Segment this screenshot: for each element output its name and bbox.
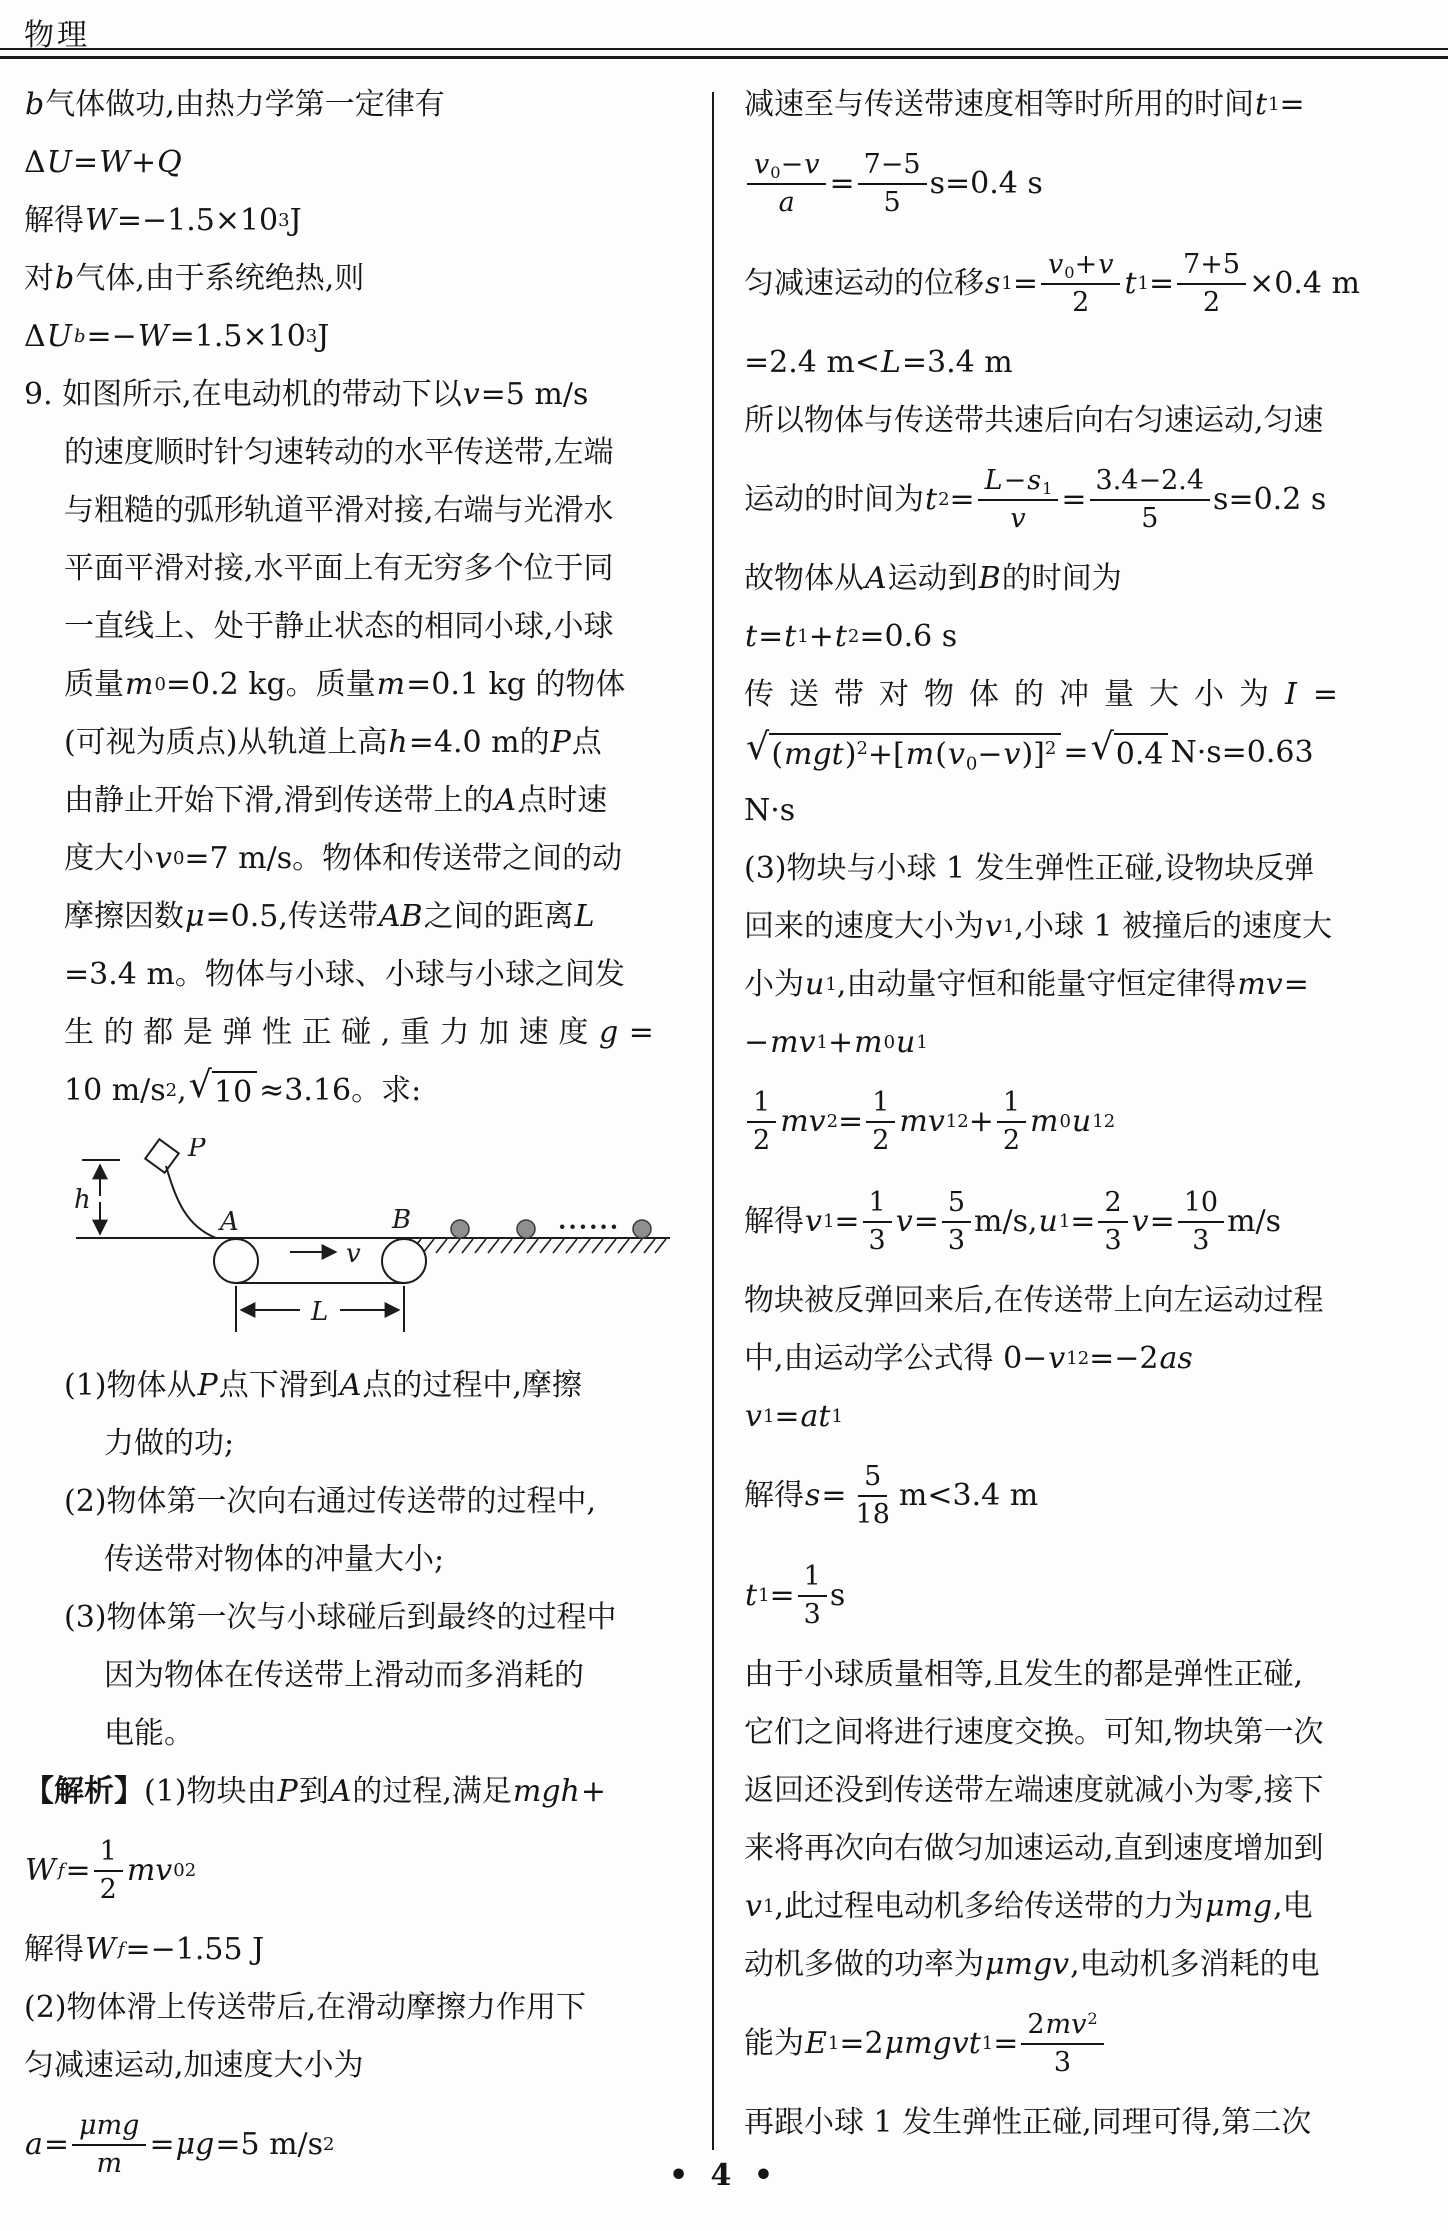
text-line: Δ U = W + Q — [24, 145, 182, 180]
fraction: $\frac{10}{3}$ — [1178, 1189, 1224, 1256]
text-line: 小为 u 1 ,由动量守恒和能量守恒定律得 mv = — [744, 967, 1309, 1002]
fraction: $\frac{3.4-2.4}{5}$ — [1090, 467, 1211, 534]
text-line: 【解析】 (1)物块由 P 到 A 的过程,满足 mgh + — [24, 1774, 607, 1809]
text-line: 它们之间将进行速度交换。可知,物块第一次 — [744, 1715, 1324, 1750]
text-line: 物块被反弹回来后,在传送带上向左运动过程 — [744, 1283, 1324, 1318]
text-line: 减速至与传送带速度相等时所用的时间 t 1 = — [744, 87, 1305, 122]
curved-track — [166, 1166, 216, 1238]
pulley-left — [214, 1239, 258, 1283]
text-line: 电能。 — [104, 1716, 194, 1751]
b-label: B — [392, 1205, 412, 1235]
text-line: 解得 W =−1.5×10 3 J — [24, 203, 302, 238]
ball-1 — [451, 1220, 469, 1238]
text-line: 返回还没到传送带左端速度就减小为零,接下 — [744, 1773, 1324, 1808]
text-line: 所以物体与传送带共速后向右匀速运动,匀速 — [744, 403, 1324, 438]
text-line: 故物体从 A 运动到 B 的时间为 — [744, 561, 1122, 596]
text-line: a = $\frac{\text{μmg}}{m}$ = μg =5 m/s 2 — [25, 2109, 335, 2179]
text-line: N·s — [744, 793, 796, 828]
text-line: 能为 E 1 =2 μmgvt 1 = $\frac{2mv^2}{3}$ — [744, 1994, 1446, 2094]
fraction: $\frac{5}{18}$ — [855, 1460, 890, 1530]
text-line: 传送带对物体的冲量大小为 I = — [744, 677, 1353, 712]
text-line: 度大小 v 0 =7 m/s。物体和传送带之间的动 — [64, 841, 623, 876]
page-number: • 4 • — [668, 2158, 780, 2193]
text-line: (3)物体第一次与小球碰后到最终的过程中 — [64, 1600, 617, 1635]
p-label: P — [188, 1138, 206, 1163]
text-line: (2)物体滑上传送带后,在滑动摩擦力作用下 — [24, 1990, 587, 2025]
text-line: 传送带对物体的冲量大小; — [104, 1542, 445, 1577]
fraction: $\frac{1}{3}$ — [798, 1563, 827, 1630]
text-line: 由静止开始下滑,滑到传送带上的 A 点时速 — [64, 783, 608, 818]
text-line: 解得 W f =−1.55 J — [24, 1932, 265, 1967]
text-line: (3)物块与小球 1 发生弹性正碰,设物块反弹 — [744, 851, 1315, 886]
text-line: − mv 1 + m 0 u 1 — [744, 1025, 928, 1060]
text-line: 平面平滑对接,水平面上有无穷多个位于同 — [64, 551, 614, 586]
fraction: $\frac{L-s_1}{v}$ — [978, 467, 1059, 534]
right-column — [744, 76, 1446, 2152]
fraction: $\frac{7+5}{2}$ — [1177, 251, 1246, 318]
v-label: v — [346, 1239, 361, 1269]
fraction: $\frac{5}{3}$ — [942, 1189, 971, 1256]
text-line: (可视为质点)从轨道上高 h =4.0 m的 P 点 — [64, 725, 602, 760]
text-line: 10 m/s 2 , √ 10 ≈3.16。求: — [64, 1063, 422, 1110]
text-line: 的速度顺时针匀速转动的水平传送带,左端 — [64, 435, 614, 470]
conveyor-figure-svg — [62, 1138, 678, 1343]
block-p — [145, 1139, 179, 1173]
fraction: $\frac{2}{3}$ — [1098, 1189, 1127, 1256]
page-title: 物理 — [24, 18, 90, 53]
text-line: 动机多做的功率为 μmgv ,电动机多消耗的电 — [744, 1947, 1320, 1982]
text-line: 一直线上、处于静止状态的相同小球,小球 — [64, 609, 614, 644]
text-line: 由于小球质量相等,且发生的都是弹性正碰, — [744, 1657, 1304, 1692]
text-line: 匀减速运动,加速度大小为 — [24, 2048, 364, 2083]
fraction: $\frac{v_0-v}{a}$ — [747, 151, 826, 218]
header-double-rule — [0, 48, 1448, 59]
text-line: v 1 ,此过程电动机多给传送带的力为 μmg ,电 — [745, 1889, 1313, 1924]
fraction: $\frac{1}{2}$ — [866, 1089, 895, 1156]
text-line: =3.4 m。物体与小球、小球与小球之间发 — [64, 957, 625, 992]
text-line: $\frac{v_0-v}{a}$ = $\frac{7-5}{5}$ s=0.4 s — [744, 134, 1446, 234]
text-line: (2)物体第一次向右通过传送带的过程中, — [64, 1484, 597, 1519]
text-line: √ $(mgt)^2+[m(v_0-v)]^2$ = √ 0.4 N·s=0.63 — [746, 725, 1314, 775]
text-line: t = t 1 + t 2 =0.6 s — [745, 619, 958, 654]
text-line: t 1 = $\frac{1}{3}$ s — [745, 1560, 846, 1630]
column-divider — [712, 92, 714, 2150]
text-line: 回来的速度大小为 v 1 ,小球 1 被撞后的速度大 — [744, 909, 1333, 944]
right-column-text — [744, 76, 1446, 2152]
ellipsis-dots: ······ — [558, 1212, 621, 1241]
fraction: $\frac{\text{μmg}}{m}$ — [72, 2112, 146, 2179]
sqrt-expression: √ 10 — [189, 1071, 258, 1111]
text-line: 解得 s = $\frac{5}{18}$ m<3.4 m — [744, 1460, 1039, 1530]
text-line: 解得 v 1 = $\frac{1}{3}$ v = $\frac{5}{3}$ m/s, u 1 = $\frac{2}{3}$ v = $\frac{10}{3}$ m/s — [744, 1186, 1282, 1256]
left-column — [24, 76, 708, 2195]
pulley-right — [382, 1239, 426, 1283]
ball-2 — [517, 1220, 535, 1238]
fraction: $\frac{1}{2}$ — [997, 1089, 1026, 1156]
ground-hatching — [397, 1239, 666, 1253]
h-label: h — [74, 1185, 91, 1215]
text-line: 质量 m 0 =0.2 kg。质量 m =0.1 kg 的物体 — [64, 667, 626, 702]
text-line: Δ U b =− W =1.5×10 3 J — [24, 319, 330, 354]
left-column-text-top — [24, 76, 708, 1120]
fraction: $\frac{v_0+v}{2}$ — [1041, 251, 1120, 318]
sqrt-expression: √ 0.4 — [1090, 733, 1168, 773]
text-line: 因为物体在传送带上滑动而多消耗的 — [104, 1658, 584, 1693]
a-label: A — [220, 1207, 239, 1237]
text-line: 9. 如图所示,在电动机的带动下以 v =5 m/s — [24, 377, 589, 412]
sqrt-expression: √ $(mgt)^2+[m(v_0-v)]^2$ — [746, 733, 1061, 773]
text-line: 中,由运动学公式得 0− v 1 2 =−2 as — [744, 1341, 1193, 1376]
text-line: 再跟小球 1 发生弹性正碰,同理可得,第二次 — [744, 2105, 1312, 2140]
figure-conveyor-diagram — [62, 1138, 708, 1343]
fraction: $\frac{1}{2}$ — [747, 1089, 776, 1156]
text-line: 与粗糙的弧形轨道平滑对接,右端与光滑水 — [64, 493, 614, 528]
left-column-text-bottom — [24, 1357, 708, 2195]
text-line: (1)物体从 P 点下滑到 A 点的过程中,摩擦 — [64, 1368, 582, 1403]
text-line: =2.4 m< L =3.4 m — [744, 345, 1013, 380]
text-line: 生的都是弹性正碰,重力加速度 g = — [64, 1015, 664, 1050]
l-label: L — [311, 1297, 329, 1327]
ball-3 — [633, 1220, 651, 1238]
text-line: $\frac{1}{2}$ mv 2 = $\frac{1}{2}$ mv 1 2 + $\frac{1}{2}$ m 0 u 1 2 — [744, 1072, 1446, 1172]
text-line: 来将再次向右做匀加速运动,直到速度增加到 — [744, 1831, 1324, 1866]
fraction: $\frac{7-5}{5}$ — [858, 151, 927, 218]
fraction: $\frac{1}{3}$ — [863, 1189, 892, 1256]
text-line: 匀减速运动的位移 s 1 = $\frac{v_0+v}{2}$ t 1 = $\frac{7+5}{2}$ ×0.4 m — [744, 248, 1360, 318]
text-line: 摩擦因数 μ =0.5,传送带 AB 之间的距离 L — [64, 899, 595, 934]
text-line: W f = $\frac{1}{2}$ mv 0 2 — [25, 1835, 197, 1905]
text-line: 运动的时间为 t 2 = $\frac{L-s_1}{v}$ = $\frac{3.4-2.4}{5}$ s=0.2 s — [744, 464, 1327, 534]
text-line: 力做的功; — [104, 1426, 235, 1461]
text-line: b 气体做功,由热力学第一定律有 — [25, 87, 445, 122]
text-line: v 1 = at 1 — [745, 1399, 843, 1434]
fraction: $\frac{1}{2}$ — [94, 1838, 123, 1905]
text-line: 对 b 气体,由于系统绝热,则 — [24, 261, 365, 296]
fraction: $\frac{2mv^2}{3}$ — [1021, 2011, 1103, 2078]
